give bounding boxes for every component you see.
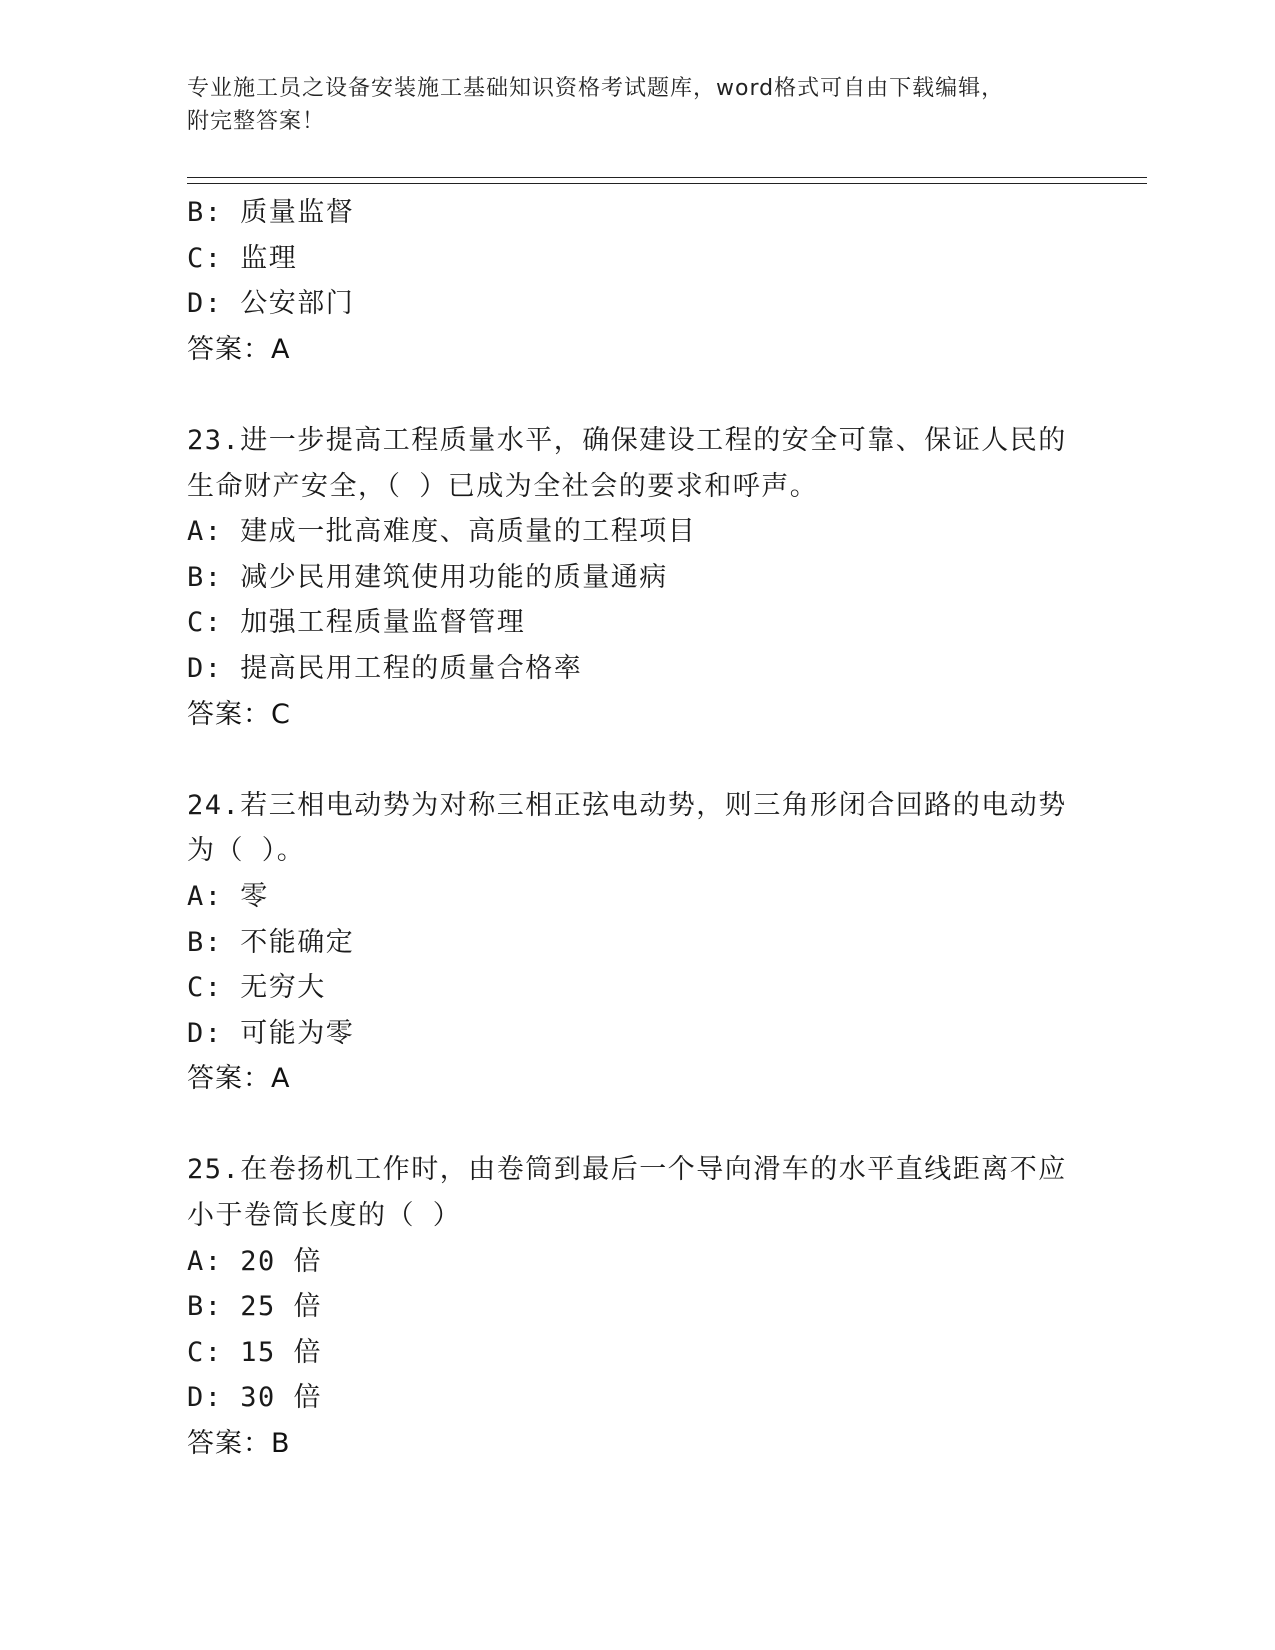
question-text: 为（ ）。 — [187, 835, 306, 867]
option-c: C: 加强工程质量监督管理 — [187, 607, 526, 639]
option-c: C: 15 倍 — [187, 1336, 323, 1368]
answer-line: 答案：C — [187, 698, 291, 730]
option-a: A: 建成一批高难度、高质量的工程项目 — [187, 516, 697, 548]
question-text: 小于卷筒长度的（ ） — [187, 1200, 462, 1232]
option-d: D: 提高民用工程的质量合格率 — [187, 652, 583, 684]
option-a: A: 零 — [187, 880, 269, 912]
spacer — [187, 372, 1087, 418]
header-line-2: 附完整答案！ — [187, 109, 326, 134]
option-d: D: 公安部门 — [187, 288, 355, 320]
question-25 — [187, 1147, 1087, 1466]
option-b: B: 25 倍 — [187, 1291, 323, 1323]
option-a: A: 20 倍 — [187, 1245, 323, 1277]
document-header — [187, 72, 1067, 138]
option-b: B: 减少民用建筑使用功能的质量通病 — [187, 561, 668, 593]
answer-line: 答案：B — [187, 1428, 291, 1460]
option-b: B: 不能确定 — [187, 926, 355, 958]
option-c: C: 无穷大 — [187, 972, 326, 1004]
question-text: 生命财产安全，（ ）已成为全社会的要求和呼声。 — [187, 470, 819, 502]
question-list — [187, 190, 1087, 1467]
carryover-block — [187, 190, 1087, 372]
question-23 — [187, 418, 1087, 737]
option-d: D: 30 倍 — [187, 1382, 323, 1414]
header-rule-bottom — [187, 183, 1147, 184]
spacer — [187, 737, 1087, 783]
option-b: B: 质量监督 — [187, 197, 355, 228]
question-text: 25.在卷扬机工作时，由卷筒到最后一个导向滑车的水平直线距离不应 — [187, 1154, 1067, 1186]
spacer — [187, 1102, 1087, 1148]
option-d: D: 可能为零 — [187, 1017, 355, 1049]
header-line-1: 专业施工员之设备安装施工基础知识资格考试题库，word格式可自由下载编辑， — [187, 76, 1005, 101]
option-c: C: 监理 — [187, 242, 298, 274]
question-24 — [187, 783, 1087, 1102]
answer-line: 答案：A — [187, 333, 291, 365]
question-text: 24.若三相电动势为对称三相正弦电动势，则三角形闭合回路的电动势 — [187, 789, 1067, 821]
answer-line: 答案：A — [187, 1063, 291, 1095]
question-text: 23.进一步提高工程质量水平，确保建设工程的安全可靠、保证人民的 — [187, 424, 1067, 456]
header-rule-top — [187, 177, 1147, 178]
